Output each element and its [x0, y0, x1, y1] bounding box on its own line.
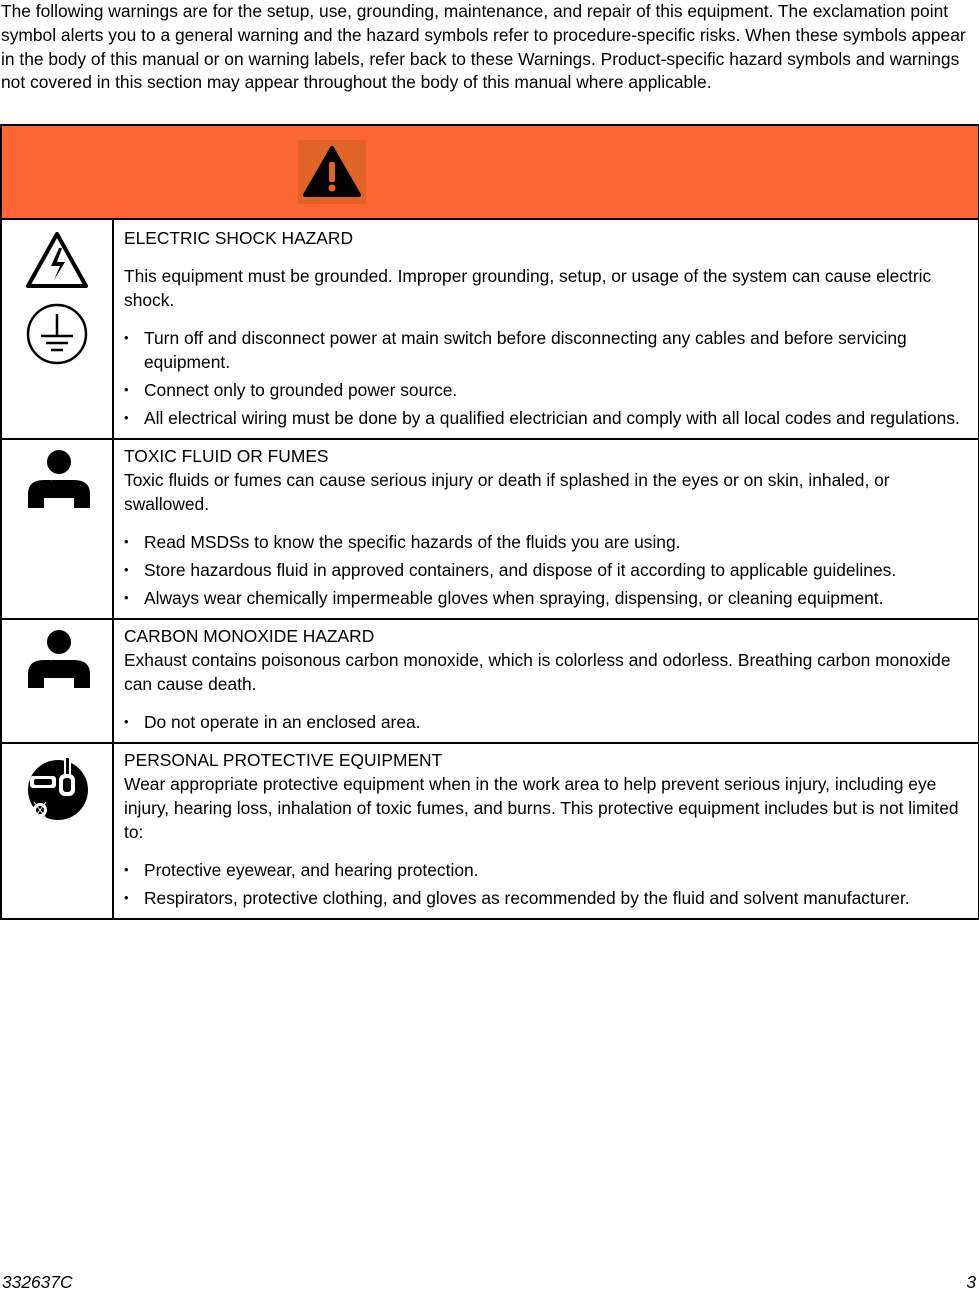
ground-symbol-icon [2, 294, 112, 366]
electric-shock-icon [2, 220, 112, 294]
icon-cell [1, 743, 113, 919]
hazard-bullet-list [124, 858, 968, 910]
protective-equipment-head-icon [2, 744, 112, 826]
text-cell [113, 619, 979, 743]
hazard-bullet-list [124, 326, 968, 430]
intro-paragraph: The following warnings are for the setup, use, grounding, maintenance, and repair of this equipment. The exclamation point symbol alerts you to a general warning and the hazard symbols refer to procedure-specific risks. When these symbols appear in the body of this manual or on warning labels, refer back to these Warnings. Product-specific hazard symbols and warnings not covered in this section may appear throughout the body of this manual where applicable. [1, 1, 966, 93]
warning-row-toxic-fluid [1, 439, 979, 619]
hazard-bullet: • Do not operate in an enclosed area. [124, 710, 968, 734]
text-cell [113, 439, 979, 619]
warnings-table [0, 124, 979, 920]
icon-cell [1, 439, 113, 619]
hazard-title: PERSONAL PROTECTIVE EQUIPMENT [124, 750, 443, 770]
hazard-bullet-list [124, 530, 968, 610]
warning-row-electric-shock [1, 219, 979, 439]
toxic-fumes-person-icon [2, 620, 112, 692]
icon-cell [1, 619, 113, 743]
hazard-bullet: • Connect only to grounded power source. [124, 378, 968, 402]
hazard-description: Exhaust contains poisonous carbon monoxide, which is colorless and odorless. Breathing carbon monoxide can cause death. [124, 650, 951, 694]
hazard-title: TOXIC FLUID OR FUMES [124, 446, 329, 466]
text-cell [113, 743, 979, 919]
document-number: 332637C [2, 1272, 73, 1292]
hazard-bullet: • Protective eyewear, and hearing protection. [124, 858, 968, 882]
toxic-fumes-person-icon [2, 440, 112, 512]
hazard-bullet: • Store hazardous fluid in approved containers, and dispose of it according to applicable guidelines. [124, 558, 968, 582]
hazard-bullet: • Respirators, protective clothing, and gloves as recommended by the fluid and solvent manufacturer. [124, 886, 968, 910]
hazard-bullet-list [124, 710, 968, 734]
hazard-bullet: • Read MSDSs to know the specific hazards of the fluids you are using. [124, 530, 968, 554]
warning-triangle-icon [298, 140, 366, 204]
warning-row-ppe [1, 743, 979, 919]
hazard-title: ELECTRIC SHOCK HAZARD [124, 228, 354, 248]
hazard-description: This equipment must be grounded. Improper grounding, setup, or usage of the system can cause electric shock. [124, 266, 932, 310]
icon-cell [1, 219, 113, 439]
warnings-header-row [1, 125, 979, 219]
hazard-bullet: • Always wear chemically impermeable gloves when spraying, dispensing, or cleaning equipment. [124, 586, 968, 610]
hazard-description: Wear appropriate protective equipment when in the work area to help prevent serious injury, including eye injury, hearing loss, inhalation of toxic fumes, and burns. This protective equipment includes but is not limited to: [124, 774, 959, 842]
hazard-bullet: • All electrical wiring must be done by a qualified electrician and comply with all local codes and regulations. [124, 406, 968, 430]
text-cell [113, 219, 979, 439]
hazard-title: CARBON MONOXIDE HAZARD [124, 626, 375, 646]
page-number: 3 [966, 1272, 976, 1292]
hazard-description: Toxic fluids or fumes can cause serious injury or death if splashed in the eyes or on skin, inhaled, or swallowed. [124, 470, 890, 514]
warnings-header-cell [1, 125, 979, 219]
warning-row-carbon-monoxide [1, 619, 979, 743]
hazard-bullet: • Turn off and disconnect power at main switch before disconnecting any cables and before servicing equipment. [124, 326, 968, 374]
